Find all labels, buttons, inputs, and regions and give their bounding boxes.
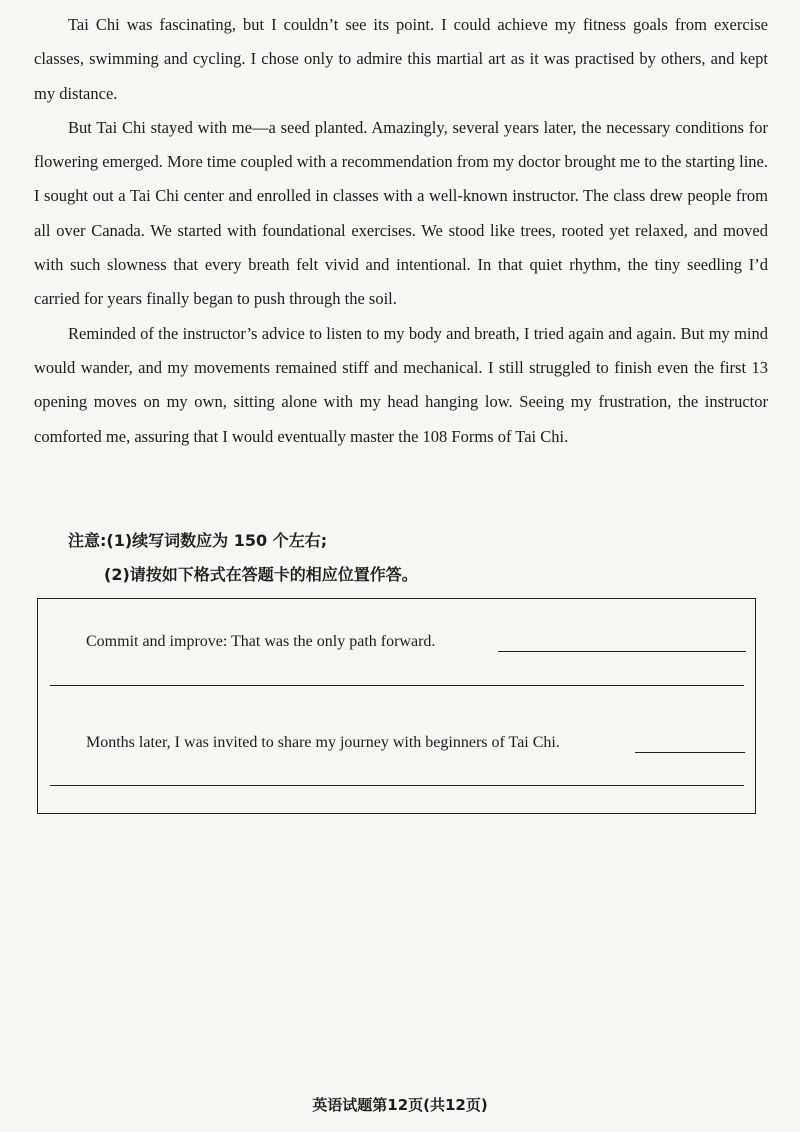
- passage-paragraph-2: But Tai Chi stayed with me—a seed planted. Amazingly, several years later, the necessary conditions for flowering emerged. More time coupled with a recommendation from my doctor brought me to the starting line. I sought out a Tai Chi center and enrolled in classes with a well-known instructor. The class drew people from all over Canada. We started with foundational exercises. We stood like trees, rooted yet relaxed, and moved with such slowness that every breath felt vivid and intentional. In that quiet rhythm, the tiny seedling I’d carried for years finally began to push through the soil.: [34, 117, 768, 309]
- note-word-count: 注意:(1)续写词数应为 150 个左右;: [68, 531, 328, 550]
- instructions-notes: [68, 524, 768, 592]
- answer-blank-2[interactable]: [635, 752, 745, 753]
- note-answer-format: (2)请按如下格式在答题卡的相应位置作答。: [104, 565, 418, 584]
- reading-passage: [34, 8, 768, 454]
- page-footer: 英语试题第12页(共12页): [312, 1096, 488, 1114]
- answer-line-1[interactable]: [50, 685, 744, 686]
- continuation-prompt-1: Commit and improve: That was the only path forward.: [86, 633, 436, 650]
- passage-paragraph-1: Tai Chi was fascinating, but I couldn’t see its point. I could achieve my fitness goals from exercise classes, swimming and cycling. I chose only to admire this martial art as it was practised by others, and kept my distance.: [34, 15, 768, 103]
- answer-blank-1[interactable]: [498, 651, 746, 652]
- answer-line-2[interactable]: [50, 785, 744, 786]
- continuation-prompt-2: Months later, I was invited to share my journey with beginners of Tai Chi.: [86, 734, 560, 751]
- passage-paragraph-3: Reminded of the instructor’s advice to listen to my body and breath, I tried again and again. But my mind would wander, and my movements remained stiff and mechanical. I still struggled to finish even the first 13 opening moves on my own, sitting alone with my head hanging low. Seeing my frustration, the instructor comforted me, assuring that I would eventually master the 108 Forms of Tai Chi.: [34, 323, 768, 446]
- answer-format-box: [37, 598, 756, 814]
